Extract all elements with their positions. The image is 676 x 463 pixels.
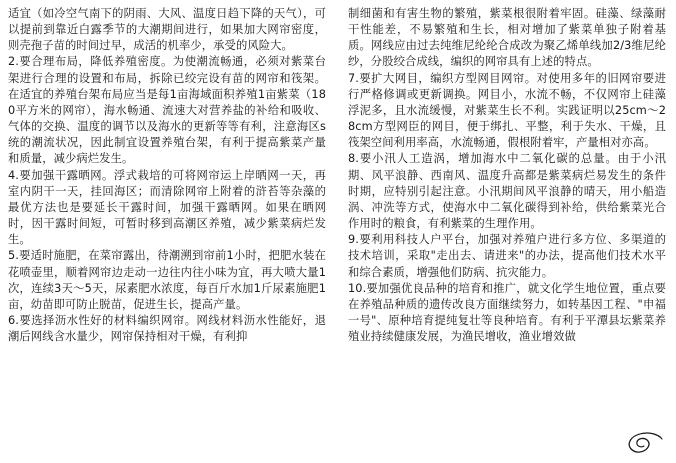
paragraph: 6.要选择沥水性好的材料编织网帘。网线材料沥水性能好，退潮后网线含水量少，网帘保持相对干燥，有利抑 (8, 313, 326, 344)
paragraph: 2.要合理布局，降低养殖密度。为使潮流畅通，必须对紫菜台架进行合理的设置和布局，拆除已绞完设有苗的网帘和筏架。在适宜的养殖台架布局应当是每1亩海域面积养殖1亩紫菜（180平方米的网帘），海水畅通、流速大对营养盐的补给和吸收、气体的交换、温度的调节以及海水的更新等等有利，注意海区s统的潮流状况，因此制宜设置养殖台架，有利于提高紫菜产量和质量，减少病烂发生。 (8, 55, 326, 166)
paragraph: 10.要加强优良品种的培育和推广，就文化学生地位置，重点要在养殖品种质的遗传改良方面继续努力，如转基因工程、"申福一号"、原种培育提纯复壮等良种培育。有利于平潭县坛紫菜养殖业持续健康发展，为渔民增收，渔业增效做 (348, 281, 666, 344)
paragraph: 9.要利用科技人户平台，加强对养殖户进行多方位、多渠道的技术培训，采取"走出去、请进来"的办法，提高他们技术水平和综合素质，增强他们防病、抗灾能力。 (348, 233, 666, 279)
paragraph: 5.要适时施肥，在菜帘露出，待潮溯到帘前1小时，把肥水装在花喷壶里，顺着网帘边走动一边往内往小味为宜，再大喷大量1次，连续3天～5天，尿素肥水浓度，每百斤水加1斤尿素施肥1亩，幼苗即可防止脱苗，促进生长，提高产量。 (8, 249, 326, 311)
paragraph: 8.要小汛人工造涡，增加海水中二氧化碳的总量。由于小汛期、风平浪静、西南风、温度升高都是紫菜病烂易发生的条件时期，应特别引起注意。小汛期间风平浪静的晴天，用小船造涡、冲洗等方式，使海水中二氧化碳得到补给，供给紫菜光合作用时的粮食，有利紫菜的生理作用。 (348, 152, 666, 231)
left-column (8, 6, 326, 459)
paragraph: 制细菌和有害生物的繁殖，紫菜根很附着牢固。硅藻、绿藻耐干性能差，不易繁殖和生长，相对增加了紫菜单独子附着基质。网线应由过去纯维尼纶纶合成改为聚乙烯单线加2/3维尼纶纱，分股绞合成线，编织的网帘具有上述的特点。 (348, 7, 666, 69)
paragraph: 适宜（如冷空气南下的阴雨、大风、温度日趋下降的天气），可以提前到靠近白露季节的大潮期间进行，如果加大网帘密度，则壳孢子苗的时间过早，成活的机率少，承受的风险大。 (8, 7, 326, 53)
right-column (348, 6, 666, 459)
two-column-layout (8, 6, 666, 459)
paragraph: 4.要加强干露晒网。浮式栽培的可将网帘运上岸晒网一天，再室内阴干一天，挂回海区；而清除网帘上附着的浒苔等杂藻的最优方法也是要延长干露时间，加强干露晒网。如果在晒网时，因干露时间短，可暂时移到高潮区养殖，减少紫菜病烂发生。 (8, 168, 326, 247)
paragraph: 7.要扩大网目，编织方型网目网帘。对使用多年的旧网帘要进行严格修调或更新调换。网目小，水流不畅，不仅网帘上硅藻浮泥多，且水流缓慢，对紫菜生长不利。实践证明以25cm～28cm方型网臣的网目，便于绑扎、平整，利于失水、干燥，且筏架空间利用率高，水流畅通，假根附着牢，产量相对亦高。 (348, 71, 666, 150)
